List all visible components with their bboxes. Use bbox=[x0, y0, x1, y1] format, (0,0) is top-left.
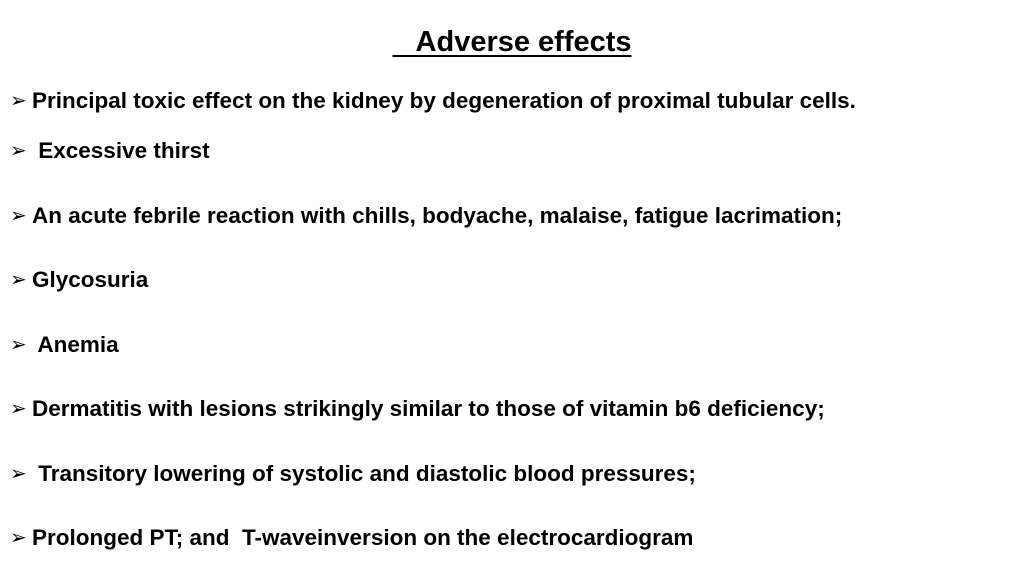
bullet-item bbox=[10, 313, 1014, 378]
arrow-bullet-icon: ➢ bbox=[10, 398, 27, 421]
bullet-text: An acute febrile reaction with chills, bodyache, malaise, fatigue lacrimation; bbox=[32, 202, 843, 228]
bullet-text: Transitory lowering of systolic and diastolic blood pressures; bbox=[32, 460, 696, 486]
slide-title-text: Adverse effects bbox=[392, 26, 632, 58]
bullet-item bbox=[10, 506, 1014, 571]
arrow-bullet-icon: ➢ bbox=[10, 333, 27, 356]
arrow-bullet-icon: ➢ bbox=[10, 269, 27, 292]
arrow-bullet-icon: ➢ bbox=[10, 90, 27, 112]
slide-title bbox=[0, 22, 1024, 62]
bullet-text: Prolonged PT; and T-waveinversion on the electrocardiogram bbox=[32, 525, 694, 551]
bullet-text: Dermatitis with lesions strikingly similar to those of vitamin b6 deficiency; bbox=[32, 396, 825, 422]
arrow-bullet-icon: ➢ bbox=[10, 462, 27, 485]
bullet-item bbox=[10, 377, 1014, 442]
bullet-text: Excessive thirst bbox=[32, 138, 210, 164]
bullet-text: Principal toxic effect on the kidney by degeneration of proximal tubular cells. bbox=[32, 88, 856, 113]
bullet-text: Anemia bbox=[32, 331, 119, 357]
bullet-list bbox=[10, 83, 1014, 571]
arrow-bullet-icon: ➢ bbox=[10, 527, 27, 550]
arrow-bullet-icon: ➢ bbox=[10, 140, 27, 163]
bullet-item bbox=[10, 442, 1014, 507]
bullet-item bbox=[10, 184, 1014, 249]
bullet-item bbox=[10, 119, 1014, 184]
arrow-bullet-icon: ➢ bbox=[10, 204, 27, 227]
bullet-item bbox=[10, 248, 1014, 313]
bullet-item bbox=[10, 83, 1014, 119]
bullet-text: Glycosuria bbox=[32, 267, 149, 293]
